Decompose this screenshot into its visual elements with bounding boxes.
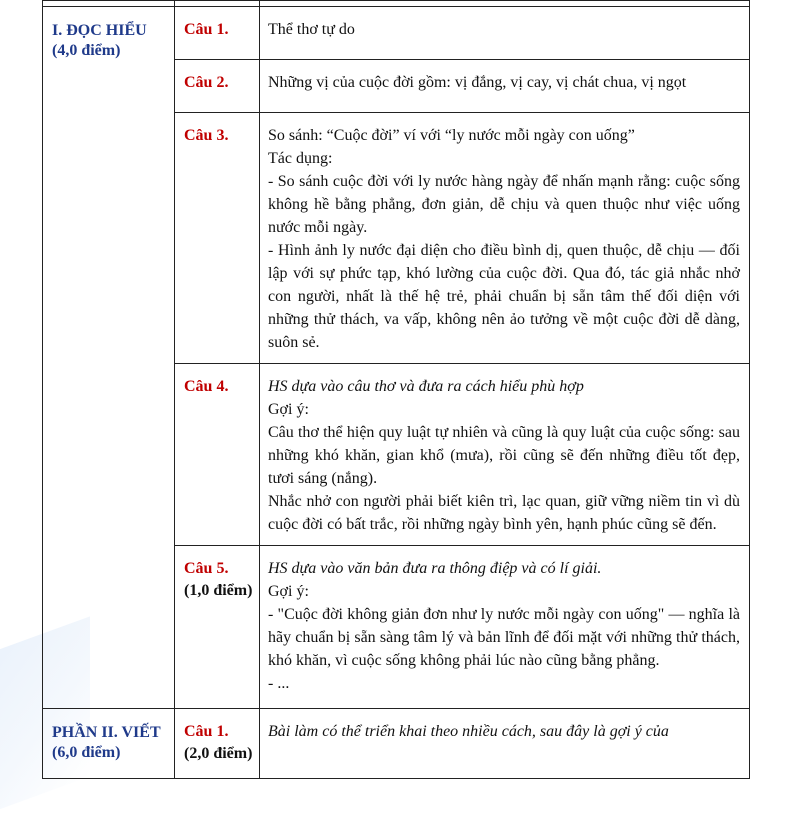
answer-cell <box>260 546 750 709</box>
answer-line: So sánh: “Cuộc đời” ví với “ly nước mỗi ngày con uống” <box>268 127 635 144</box>
question-cell <box>175 709 260 779</box>
answer-line: Gợi ý: <box>268 401 309 418</box>
answer-line: - ... <box>268 675 290 692</box>
answer-line: Tác dụng: <box>268 150 333 167</box>
table-row <box>43 709 750 779</box>
answer-line: Thể thơ tự do <box>268 21 355 38</box>
answer-intro: Bài làm có thể triển khai theo nhiều cách, sau đây là gợi ý của <box>268 723 669 740</box>
section-score: (4,0 điểm) <box>52 42 121 59</box>
answer-cell <box>260 364 750 546</box>
table-row <box>43 7 750 60</box>
question-label: Câu 1. <box>184 723 229 740</box>
answer-line: - So sánh cuộc đời với ly nước hàng ngày để nhấn mạnh rằng: cuộc sống không hề bằng phẳng, đơn giản, dễ chịu và quen thuộc như việc uống nước mỗi ngày. <box>268 173 740 236</box>
answer-cell <box>260 7 750 60</box>
answer-intro: HS dựa vào câu thơ và đưa ra cách hiểu phù hợp <box>268 378 584 395</box>
answer-line: Những vị của cuộc đời gồm: vị đắng, vị cay, vị chát chua, vị ngọt <box>268 74 687 91</box>
answer-line: Nhắc nhở con người phải biết kiên trì, lạc quan, giữ vững niềm tin vì dù cuộc đời có bất trắc, rồi những ngày bình yên, hạnh phúc cũng sẽ đến. <box>268 493 740 533</box>
section-reading <box>43 7 175 709</box>
section-score: (6,0 điểm) <box>52 744 121 761</box>
answer-intro: HS dựa vào văn bản đưa ra thông điệp và có lí giải. <box>268 560 602 577</box>
question-label: Câu 3. <box>175 113 260 364</box>
answer-line: - Hình ảnh ly nước đại diện cho điều bình dị, quen thuộc, dễ chịu — đối lập với sự phức tạp, khó lường của cuộc đời. Qua đó, tác giả nhắc nhở con người, nhất là thế hệ trẻ, phải chuẩn bị sẵn tâm thế đối diện với những thử thách, va vấp, không nên ảo tưởng về một cuộc đời dễ dàng, suôn sẻ. <box>268 242 740 351</box>
question-label: Câu 4. <box>175 364 260 546</box>
question-label: Câu 5. <box>184 560 229 577</box>
question-label: Câu 2. <box>175 60 260 113</box>
section-title: PHẦN II. VIẾT <box>52 724 161 741</box>
question-label: Câu 1. <box>175 7 260 60</box>
answer-line: Câu thơ thể hiện quy luật tự nhiên và cũng là quy luật của cuộc sống: sau những khó khăn, gian khổ (mưa), rồi cũng sẽ đến những điều tốt đẹp, tươi sáng (nắng). <box>268 424 740 487</box>
answer-cell <box>260 60 750 113</box>
section-title: I. ĐỌC HIỂU <box>52 22 147 39</box>
answer-cell <box>260 709 750 779</box>
question-score: (2,0 điểm) <box>184 745 253 762</box>
answer-line: - "Cuộc đời không giản đơn như ly nước mỗi ngày con uống" — nghĩa là hãy chuẩn bị sẵn sàng tâm lý và bản lĩnh để đối mặt với những thử thách, khó khăn, vì cuộc sống không phải lúc nào cũng bằng phẳng. <box>268 606 740 669</box>
answer-cell <box>260 113 750 364</box>
question-score: (1,0 điểm) <box>184 582 253 599</box>
question-cell <box>175 546 260 709</box>
answer-key-table <box>42 0 750 779</box>
section-writing <box>43 709 175 779</box>
answer-line: Gợi ý: <box>268 583 309 600</box>
